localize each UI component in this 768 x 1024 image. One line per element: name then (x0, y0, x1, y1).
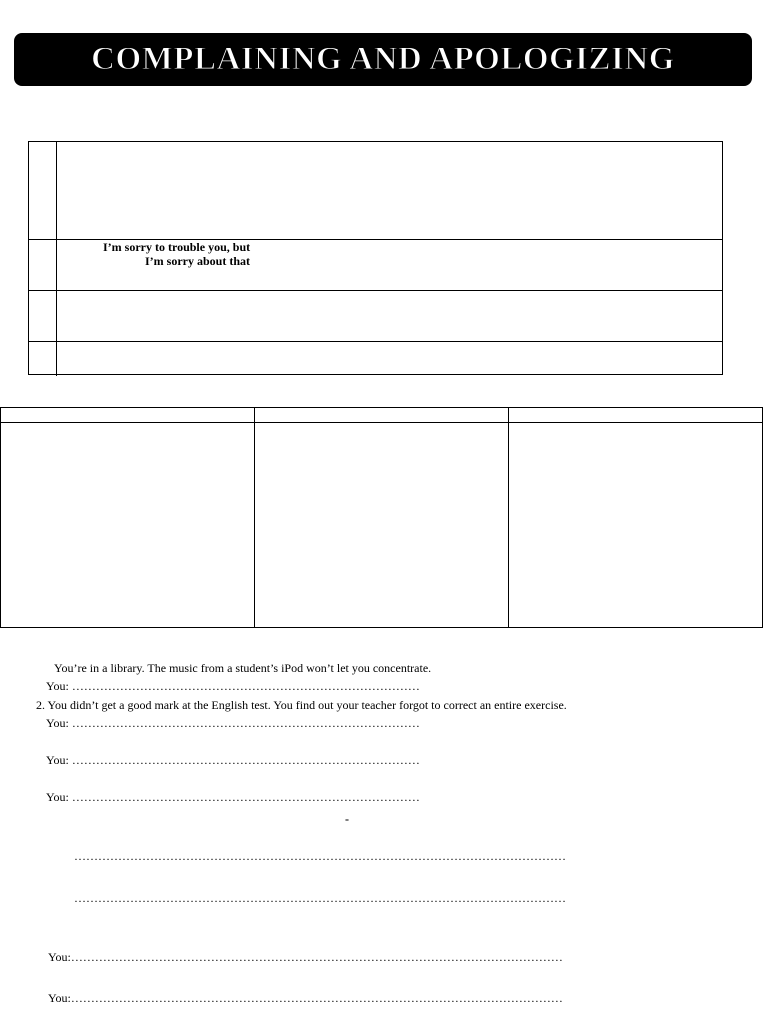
dotted-line: …………………………………………………………………………… (71, 679, 420, 693)
dotted-line: …………………………………………………………………………………………………………… (70, 950, 563, 964)
table-row (29, 142, 722, 240)
phrases-table (28, 141, 723, 375)
you-label: You: (46, 753, 72, 767)
dotted-line: …………………………………………………………………………… (71, 790, 420, 804)
phrase-sorry: I’m sorry about that (145, 254, 250, 268)
answer-line (46, 753, 420, 768)
phrase-trouble: I’m sorry to trouble you, but (103, 240, 251, 254)
answer-line (46, 716, 420, 731)
page-title: COMPLAINING AND APOLOGIZING (91, 41, 675, 77)
situation-2: 2. You didn’t get a good mark at the English test. You find out your teacher forgot to correct an entire exercise. (36, 698, 567, 712)
dotted-line: …………………………………………………………………………………………………………… (70, 991, 563, 1005)
you-label: You: (48, 950, 71, 964)
table-column (255, 408, 509, 627)
answer-line (48, 950, 563, 965)
three-column-table (0, 407, 763, 628)
dotted-line: …………………………………………………………………………… (71, 753, 420, 767)
dash-mark: - (345, 812, 349, 826)
row-number-cell (29, 142, 57, 239)
row-number-cell (29, 240, 57, 290)
table-row (29, 291, 722, 342)
dotted-line: …………………………………………………………………………… (71, 716, 420, 730)
answer-line (46, 790, 420, 805)
row-number-cell (29, 291, 57, 341)
dotted-line: …………………………………………………………………………………………………………… (74, 891, 566, 905)
row-number-cell (29, 342, 57, 376)
you-label: You: (46, 716, 72, 730)
dotted-line: …………………………………………………………………………………………………………… (74, 849, 566, 863)
title-banner (14, 33, 752, 86)
you-label: You: (46, 790, 72, 804)
situation-1: You’re in a library. The music from a student’s iPod won’t let you concentrate. (54, 661, 432, 675)
you-label: You: (48, 991, 71, 1005)
you-label: You: (46, 679, 72, 693)
answer-line (48, 991, 563, 1006)
table-row (29, 342, 722, 376)
answer-line (46, 679, 420, 694)
table-column (1, 408, 255, 627)
table-row (29, 240, 722, 291)
